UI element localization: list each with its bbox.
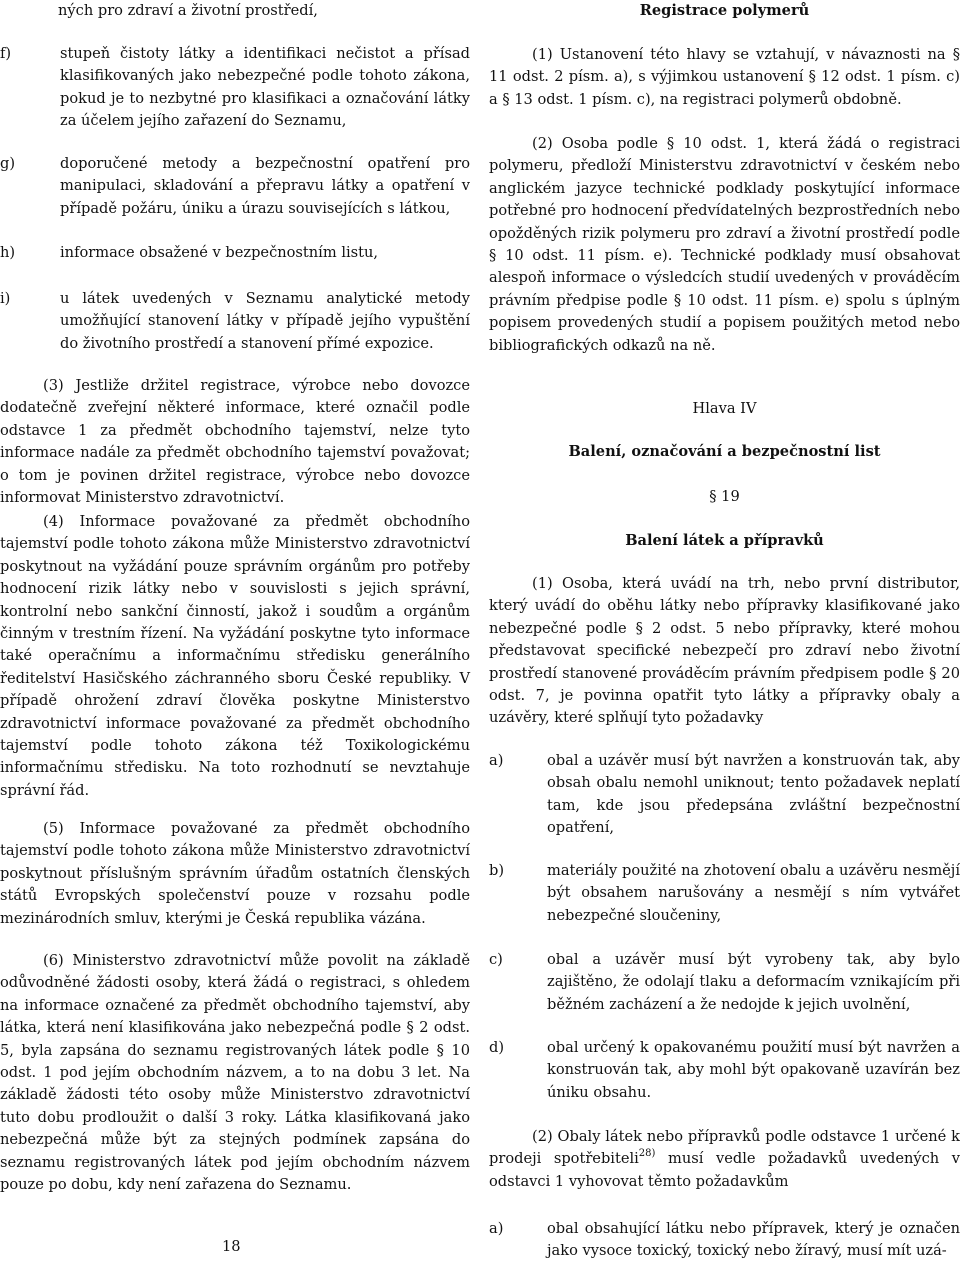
list-text: materiály použité na zhotovení obalu a uzávěru nesmějí být obsahem narušovány a nesmějí s ním vytvářet nebezpečné sloučeniny, [547, 862, 960, 924]
list-item-f [0, 43, 470, 133]
list-marker: d) [489, 1039, 505, 1056]
footnote-reference: 28) [638, 1148, 656, 1160]
list-item-i [0, 288, 470, 355]
chapter-heading: Hlava IV [692, 400, 757, 417]
list-marker: g) [0, 155, 16, 172]
paragraph-5: (5) Informace považované za předmět obchodního tajemství podle tohoto zákona může Ministerstvo zdravotnictví poskytnout příslušným správním úřadům ostatních členských států Evropských společenství pouze v rozsahu podle mezinárodních smluv, kterými je Česká republika vázána. [0, 820, 470, 927]
list-marker: h) [0, 244, 16, 261]
section-paragraph-2 [489, 1126, 960, 1193]
chapter-title: Balení, označování a bezpečnostní list [568, 443, 881, 460]
section-heading-polymers: Registrace polymerů [639, 2, 810, 19]
list-marker: c) [489, 951, 503, 968]
list-marker: f) [0, 45, 12, 62]
list-text: obal a uzávěr musí být vyrobeny tak, aby bylo zajištěno, že odolají tlaku a deformacím vznikajícím při běžném zacházení a že nedojde k jejich uvolnění, [547, 951, 960, 1013]
paragraph-3: (3) Jestliže držitel registrace, výrobce nebo dovozce dodatečně zveřejní některé informace, které označil podle odstavce 1 za předmět obchodního tajemství, nelze tyto informace nadále za předmět obchodního tajemství považovat; o tom je povinen držitel registrace, výrobce nebo dovozce informovat Ministerstvo zdravotnictví. [0, 377, 470, 507]
paragraph-4: (4) Informace považované za předmět obchodního tajemství podle tohoto zákona může Ministerstvo zdravotnictví poskytnout na vyžádání pouze správním orgánům pro potřeby hodnocení rizik látky nebo v souvislosti s jejich správní, kontrolní nebo sankční činností, jakož i soudům a orgánům činným v trestním řízení. Na vyžádání poskytne tyto informace také operačnímu a informačnímu středisku generálního ředitelství Hasičského záchranného sboru České republiky. V případě ohrožení zdraví člověka poskytne Ministerstvo zdravotnictví informace považované za předmět obchodního tajemství podle tohoto zákona též Toxikologickému informačnímu středisku. Na toto rozhodnutí se nevztahuje správní řád. [0, 513, 470, 799]
paragraph-2-end: musí vedle požadavků uvedených v odstavci 1 vyhovovat těmto požadavkům [489, 1150, 960, 1190]
requirement-a [489, 750, 960, 840]
section-number: § 19 [709, 488, 740, 505]
paragraph-6: (6) Ministerstvo zdravotnictví může povolit na základě odůvodněné žádosti osoby, která žádá o registraci, s ohledem na informace označené za předmět obchodního tajemství, aby látka, která není klasifikována jako nebezpečná podle § 2 odst. 5, byla zapsána do seznamu registrovaných látek podle § 10 odst. 1 pod jejím obchodním názvem, a to na dobu 3 let. Na základě žádosti této osoby může Ministerstvo zdravotnictví tuto dobu prodloužit o další 3 roky. Látka klasifikovaná jako nebezpečná může být za stejných podmínek zapsána do seznamu registrovaných látek pod jejím obchodním názvem pouze po dobu, kdy není zařazena do Seznamu. [0, 952, 470, 1194]
page-number: 18 [222, 1238, 241, 1255]
polymers-paragraph-2: (2) Osoba podle § 10 odst. 1, která žádá o registraci polymeru, předloží Ministerstvu zdravotnictví v českém nebo anglickém jazyce technické podklady poskytující informace potřebné pro hodnocení předvídatelných bezprostředních nebo opožděných rizik polymeru pro zdraví a životní prostředí podle § 10 odst. 11 písm. e). Technické podklady musí obsahovat alespoň informace o výsledcích studií uvedených v prováděcím právním předpise podle § 10 odst. 11 písm. e) spolu s úplným popisem provedených studií a popisem použitých metod nebo bibliografických odkazů na ně. [489, 135, 960, 354]
list-item-h [0, 242, 470, 264]
requirement-b [489, 860, 960, 927]
list-marker: i) [0, 290, 11, 307]
list-text: informace obsažené v bezpečnostním listu, [60, 244, 379, 261]
consumer-requirement-a [489, 1218, 960, 1263]
section-title: Balení látek a přípravků [625, 532, 824, 549]
section-paragraph-1: (1) Osoba, která uvádí na trh, nebo první distributor, který uvádí do oběhu látky nebo přípravky klasifikované jako nebezpečné podle § 2 odst. 5 nebo přípravky, které mohou představovat specifické nebezpečí pro zdraví nebo životní prostředí stanovené prováděcím právním předpisem podle § 20 odst. 7, je povinna opatřit tyto látky a přípravky obaly a uzávěry, které splňují tyto požadavky [489, 575, 960, 727]
list-marker: a) [489, 752, 504, 769]
list-text: obal a uzávěr musí být navržen a konstruován tak, aby obsah obalu nemohl uniknout; tento požadavek neplatí tam, kde jsou předepsána zvláštní bezpečnostní opatření, [547, 752, 960, 837]
right-column [489, 0, 960, 1264]
paragraph-2-start: (2) Obaly látek nebo přípravků podle odstavce 1 určené k prodeji spotřebiteli [489, 1128, 960, 1168]
list-text: doporučené metody a bezpečnostní opatření pro manipulaci, skladování a přepravu látky a opatření v případě požáru, úniku a úrazu souvisejících s látkou, [60, 155, 470, 217]
list-item-g [0, 153, 470, 220]
polymers-paragraph-1: (1) Ustanovení této hlavy se vztahují, v návaznosti na § 11 odst. 2 písm. a), s výjimkou ustanovení § 12 odst. 1 písm. c) a § 13 odst. 1 písm. c), na registraci polymerů obdobně. [489, 46, 960, 108]
left-column [0, 0, 470, 1264]
list-text: u látek uvedených v Seznamu analytické metody umožňující stanovení látky v případě jejího vypuštění do životního prostředí a stanovení přímé expozice. [60, 290, 470, 352]
requirement-c [489, 949, 960, 1016]
list-marker: b) [489, 862, 505, 879]
list-marker: a) [489, 1220, 504, 1237]
list-text: obal obsahující látku nebo přípravek, který je označen jako vysoce toxický, toxický nebo žíravý, musí mít uzá- [547, 1220, 960, 1260]
list-text: stupeň čistoty látky a identifikaci nečistot a přísad klasifikovaných jako nebezpečné podle tohoto zákona, pokud je to nezbytné pro klasifikaci a označování látky za účelem jejího zařazení do Seznamu, [60, 45, 470, 130]
continued-text: ných pro zdraví a životní prostředí, [58, 2, 318, 19]
list-text: obal určený k opakovanému použití musí být navržen a konstruován tak, aby mohl být opakovaně uzavírán bez úniku obsahu. [547, 1039, 960, 1101]
requirement-d [489, 1037, 960, 1104]
